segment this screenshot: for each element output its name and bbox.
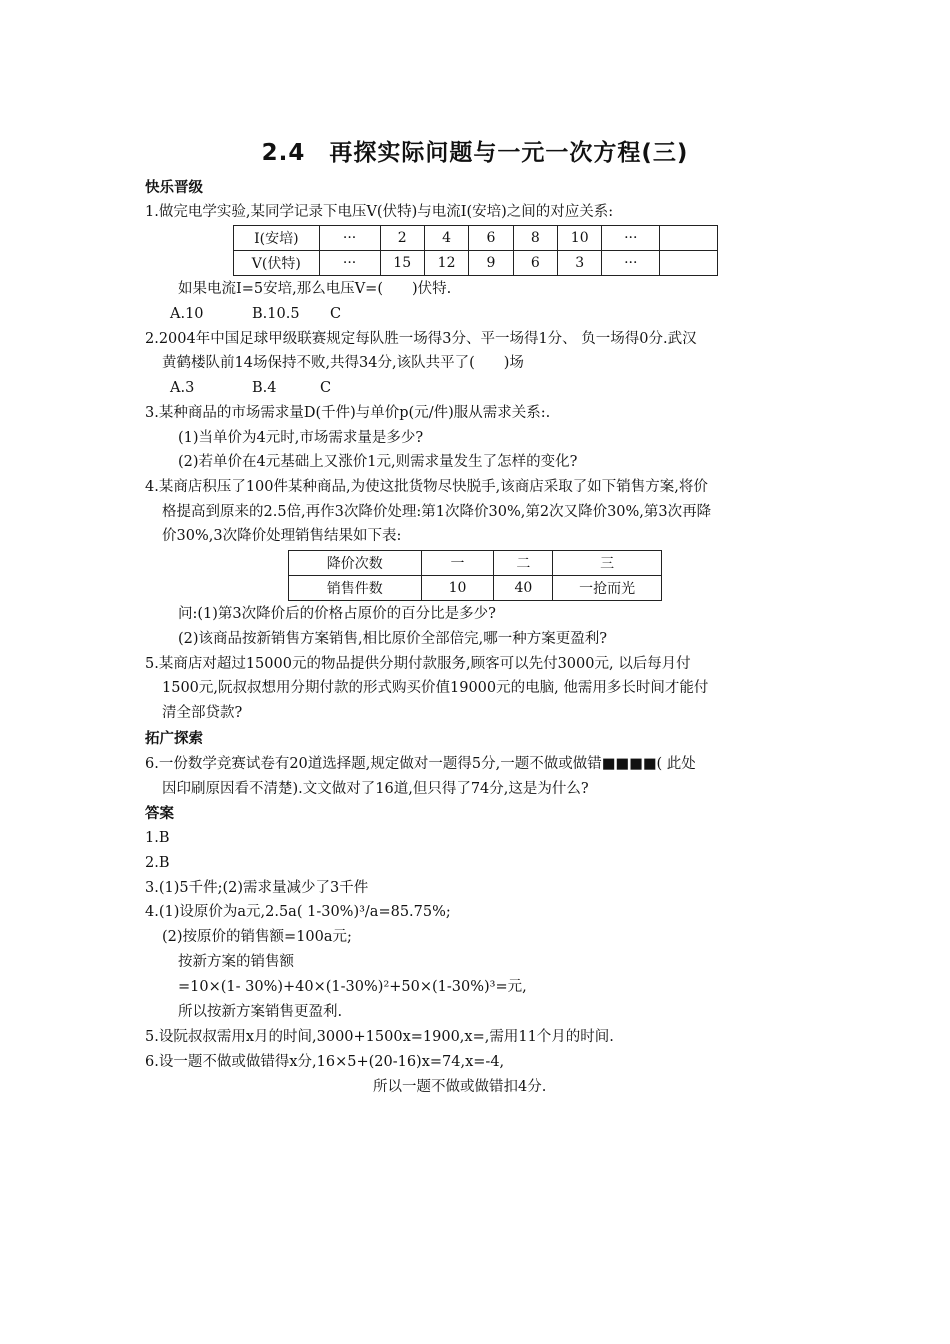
question-3-sub-1: (1)当单价为4元时,市场需求量是多少? (178, 430, 424, 446)
answer-3: 3.(1)5千件;(2)需求量减少了3千件 (145, 880, 369, 896)
question-6-line-2: 因印刷原因看不清楚).文文做对了16道,但只得了74分,这是为什么? (162, 781, 589, 797)
table-cell: 降价次数 (289, 551, 422, 576)
table-cell: 三 (553, 551, 662, 576)
section-heading-extension: 拓广探索 (145, 731, 203, 747)
question-3-sub-2: (2)若单价在4元基础上又涨价1元,则需求量发生了怎样的变化? (178, 454, 578, 470)
table-cell: 9 (469, 251, 513, 276)
table-cell: 10 (558, 226, 602, 251)
question-5-line-2: 1500元,阮叔叔想用分期付款的形式购买价值19000元的电脑, 他需用多长时间才能付 (162, 680, 709, 696)
table-cell: 一 (421, 551, 494, 576)
table-row (289, 551, 662, 576)
answer-4-line-5: 所以按新方案销售更盈利. (178, 1004, 343, 1020)
question-1-text: 1.做完电学实验,某同学记录下电压V(伏特)与电流I(安培)之间的对应关系: (145, 204, 614, 220)
option-c: C (330, 306, 342, 322)
option-b: B.4 (252, 380, 277, 396)
table-cell: 一抢而光 (553, 576, 662, 601)
answer-4-line-1: 4.(1)设原价为a元,2.5a( 1-30%)³/a=85.75%; (145, 904, 451, 920)
question-4-line-1: 4.某商店积压了100件某种商品,为使这批货物尽快脱手,该商店采取了如下销售方案,将价 (145, 479, 708, 495)
question-2-options (170, 378, 331, 398)
answer-4-line-4: =10×(1- 30%)+40×(1-30%)²+50×(1-30%)³=元, (178, 979, 527, 995)
table-cell: 3 (558, 251, 602, 276)
table-cell: 6 (469, 226, 513, 251)
answer-4-line-2: (2)按原价的销售额=100a元; (162, 929, 352, 945)
page-title: 2.4 再探实际问题与一元一次方程(三) (261, 140, 689, 166)
table-cell: 4 (424, 226, 468, 251)
question-1-prompt: 如果电流I=5安培,那么电压V=( )伏特. (178, 281, 452, 297)
question-2-line-1: 2.2004年中国足球甲级联赛规定每队胜一场得3分、平一场得1分、 负一场得0分.武汉 (145, 331, 697, 347)
table-row (234, 226, 718, 251)
option-b: B.10.5 (252, 306, 300, 322)
answer-4-line-3: 按新方案的销售额 (178, 954, 294, 970)
table-cell: 10 (421, 576, 494, 601)
answer-2: 2.B (145, 855, 170, 871)
table-cell: 12 (424, 251, 468, 276)
question-6-line-1: 6.一份数学竞赛试卷有20道选择题,规定做对一题得5分,一题不做或做错■■■■( 此处 (145, 756, 696, 772)
answer-1: 1.B (145, 830, 170, 846)
table-cell (660, 251, 718, 276)
table-cell: ··· (319, 226, 380, 251)
option-a: A.10 (170, 306, 204, 322)
option-a: A.3 (170, 380, 195, 396)
answer-6-line-1: 6.设一题不做或做错得x分,16×5+(20-16)x=74,x=-4, (145, 1054, 505, 1070)
question-5-line-3: 清全部贷款? (162, 705, 243, 721)
discount-sales-table (288, 550, 662, 601)
table-cell: 二 (494, 551, 553, 576)
question-4-sub-2: (2)该商品按新销售方案销售,相比原价全部倍完,哪一种方案更盈利? (178, 631, 608, 647)
table-cell: 15 (380, 251, 424, 276)
option-c: C (320, 380, 332, 396)
table-cell: 销售件数 (289, 576, 422, 601)
table-cell: 2 (380, 226, 424, 251)
table-cell: V(伏特) (234, 251, 320, 276)
question-4-line-2: 格提高到原来的2.5倍,再作3次降价处理:第1次降价30%,第2次又降价30%,第3次再降 (162, 504, 712, 520)
answer-5: 5.设阮叔叔需用x月的时间,3000+1500x=1900,x=,需用11个月的时间. (145, 1029, 614, 1045)
table-row (234, 251, 718, 276)
table-cell: 6 (513, 251, 557, 276)
section-heading-happy-advance: 快乐晋级 (145, 180, 203, 196)
table-cell: ··· (602, 251, 660, 276)
table-cell: 40 (494, 576, 553, 601)
question-4-line-3: 价30%,3次降价处理销售结果如下表: (162, 528, 402, 544)
section-heading-answers: 答案 (145, 806, 174, 822)
question-1-options (170, 304, 341, 324)
question-3-line-1: 3.某种商品的市场需求量D(千件)与单价p(元/件)服从需求关系:. (145, 405, 551, 421)
question-4-sub-1: 问:(1)第3次降价后的价格占原价的百分比是多少? (178, 606, 496, 622)
table-cell: ··· (319, 251, 380, 276)
answer-6-line-2: 所以一题不做或做错扣4分. (373, 1079, 547, 1095)
current-voltage-table (233, 225, 718, 276)
question-2-line-2: 黄鹤楼队前14场保持不败,共得34分,该队共平了( )场 (162, 355, 524, 371)
table-cell: I(安培) (234, 226, 320, 251)
table-row (289, 576, 662, 601)
question-5-line-1: 5.某商店对超过15000元的物品提供分期付款服务,顾客可以先付3000元, 以后每月付 (145, 656, 691, 672)
table-cell (660, 226, 718, 251)
table-cell: ··· (602, 226, 660, 251)
table-cell: 8 (513, 226, 557, 251)
